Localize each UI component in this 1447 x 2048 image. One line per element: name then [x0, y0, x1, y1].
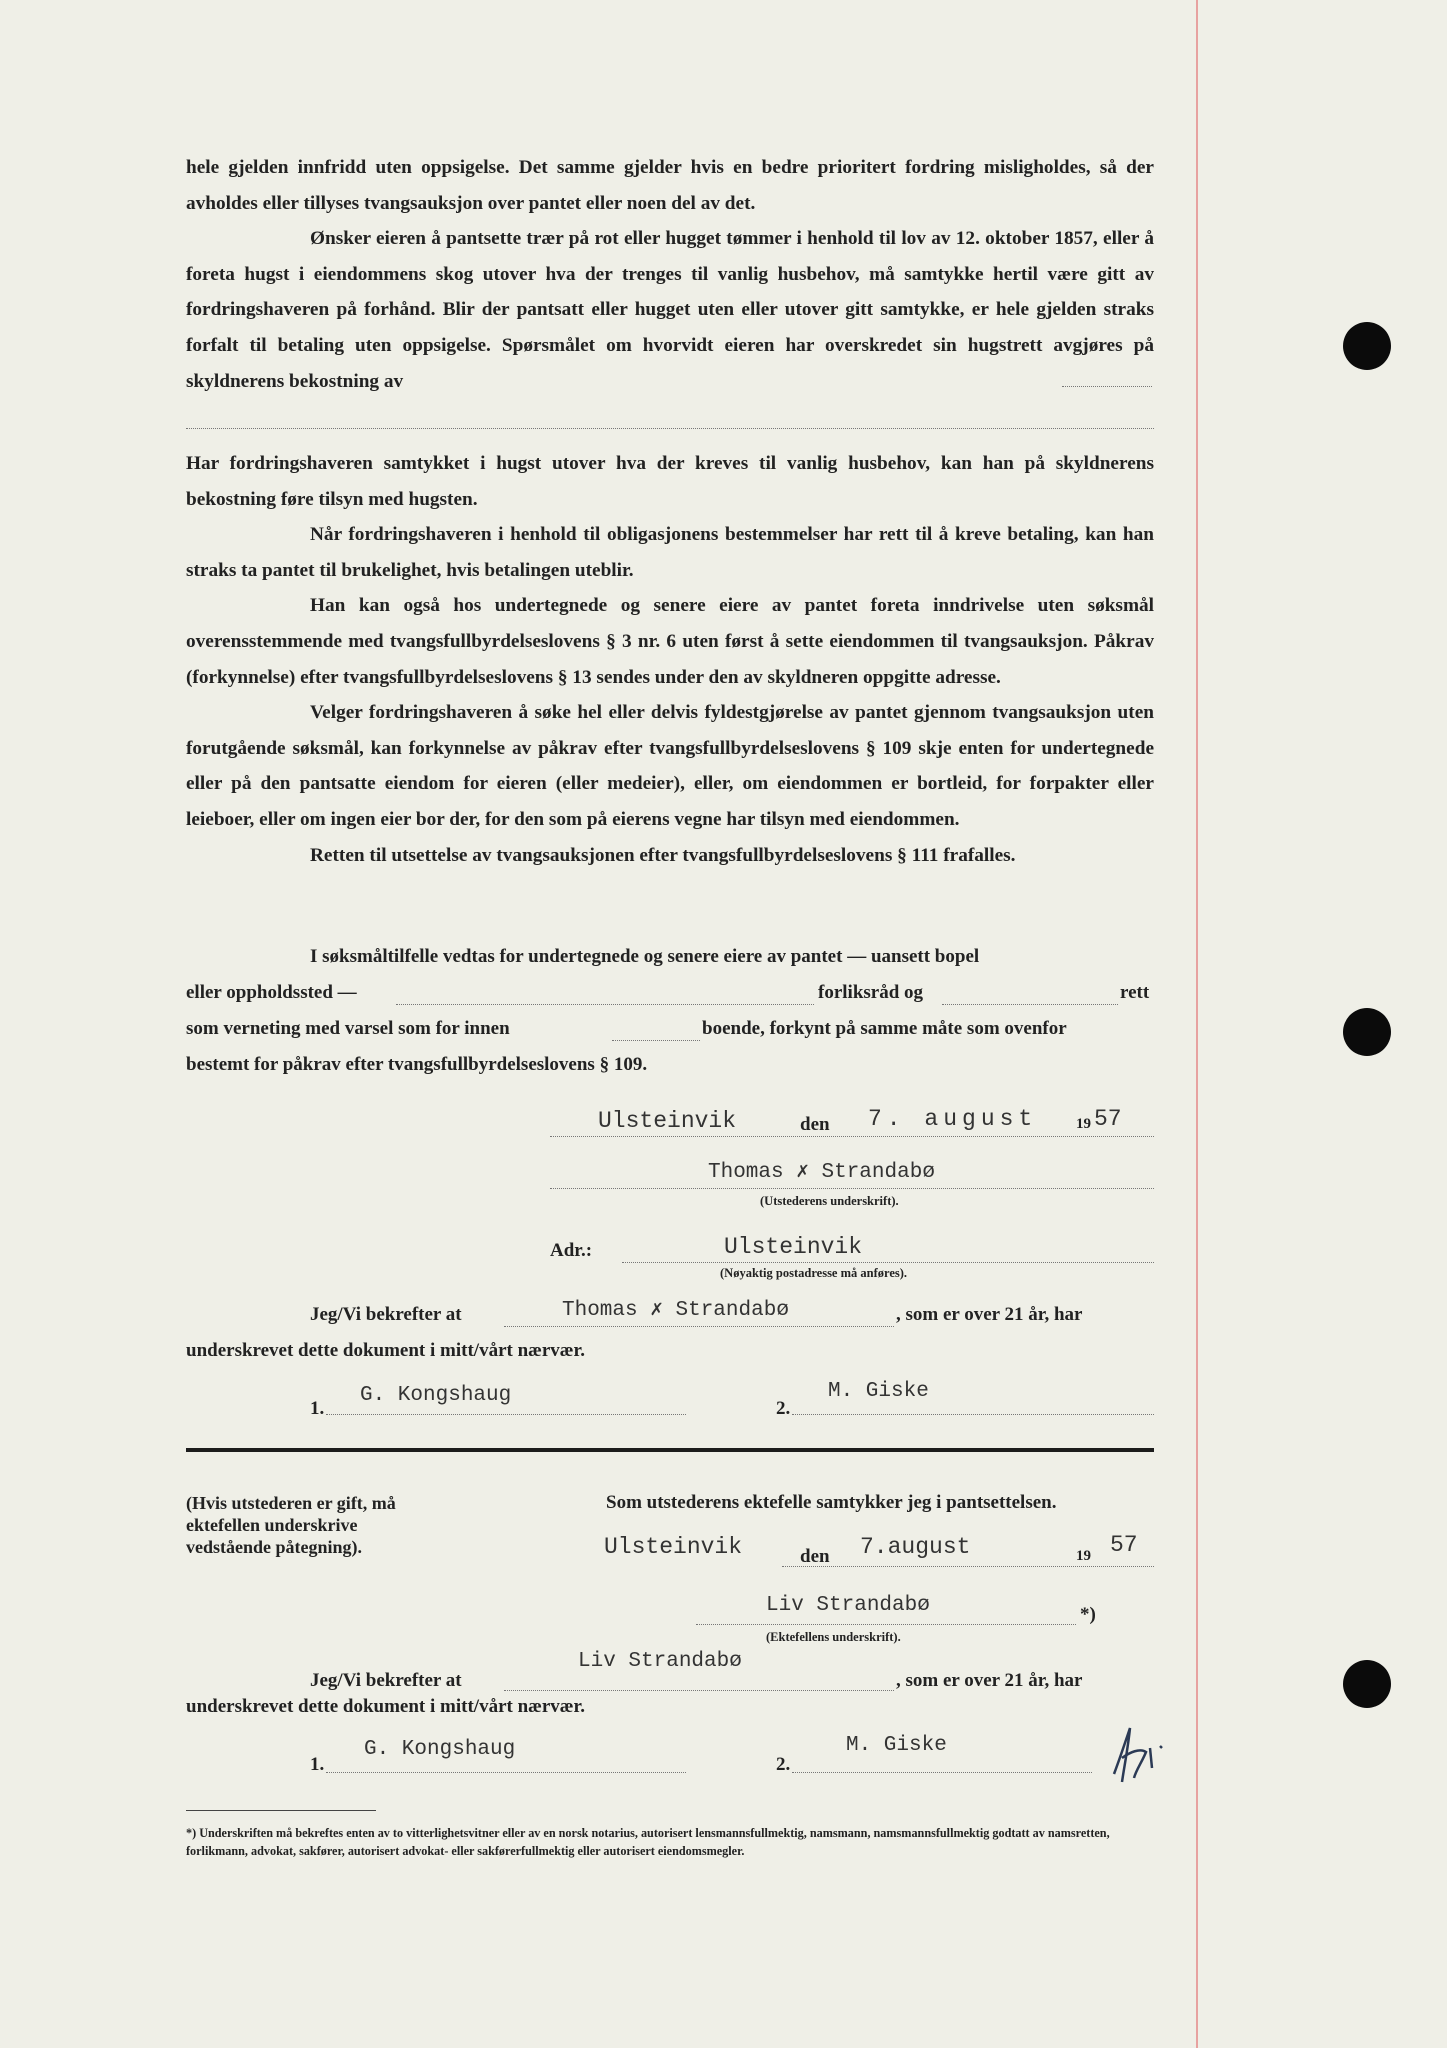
adr-label: Adr.: [550, 1240, 593, 1261]
venue-line-2c: rett [1120, 982, 1150, 1003]
paragraph: Ønsker eieren å pantsette trær på rot eller hugget tømmer i henhold til lov av 12. oktober 1857, eller å foreta hugst i eiendommens skog utover hva der trenges til vanlig husbehov, må samtykke hertil være gitt av fordringshaveren på forhånd. Blir der pantsatt eller hugget uten eller utover gitt samtykke, er hele gjelden straks forfalt til betaling uten oppsigelse. Spørsmålet om hvorvidt eieren har overskredet sin hugstrett avgjøres på skyldnerens bekostning av [186, 228, 1154, 392]
spouse-date: 7.august [860, 1534, 971, 1560]
year-prefix: 19 [1076, 1548, 1091, 1564]
fill-line [622, 1262, 1154, 1263]
margin-line [1196, 0, 1198, 2048]
confirm-text: underskrevet dette dokument i mitt/vårt nærvær. [186, 1340, 585, 1361]
body-text-mid [186, 446, 1154, 873]
spouse-consent: Som utstederens ektefelle samtykker jeg i pantsettelsen. [606, 1492, 1057, 1513]
fill-line [792, 1414, 1154, 1415]
confirm-name: Thomas ✗ Strandabø [562, 1299, 789, 1322]
fill-line [942, 1004, 1118, 1005]
punch-hole [1343, 322, 1391, 370]
witness-1: G. Kongshaug [360, 1384, 512, 1407]
spouse-confirm-name: Liv Strandabø [578, 1650, 742, 1673]
punch-hole [1343, 1660, 1391, 1708]
witness-2: M. Giske [846, 1734, 947, 1757]
confirm-text: Jeg/Vi bekrefter at [310, 1670, 462, 1691]
issuer-signature: Thomas ✗ Strandabø [708, 1161, 935, 1184]
fill-line [612, 1040, 700, 1041]
year-suffix: 57 [1110, 1532, 1138, 1558]
place: Ulsteinvik [598, 1108, 737, 1134]
paragraph: Når fordringshaveren i henhold til obligasjonens bestemmelser har rett til å kreve betaling, kan han straks ta pantet til brukelighet, hvis betalingen uteblir. [186, 524, 1154, 581]
date: 7. august [868, 1106, 1038, 1132]
witness-number: 2. [776, 1398, 791, 1419]
divider [186, 1448, 1154, 1452]
confirm-text: , som er over 21 år, har [896, 1304, 1083, 1325]
witness-2: M. Giske [828, 1380, 929, 1403]
fill-line [782, 1566, 1154, 1567]
punch-hole [1343, 1008, 1391, 1056]
venue-line-2a: eller oppholdssted — [186, 982, 357, 1003]
paragraph: Retten til utsettelse av tvangsauksjonen efter tvangsfullbyrdelseslovens § 111 frafalles. [310, 844, 1016, 866]
body-text-top [186, 150, 1154, 399]
paragraph: Har fordringshaveren samtykket i hugst utover hva der kreves til vanlig husbehov, kan han på skyldnerens bekostning føre tilsyn med hugsten. [186, 453, 1154, 510]
witness-number: 1. [310, 1398, 325, 1419]
fill-line [550, 1136, 1154, 1137]
year-prefix: 19 [1076, 1116, 1091, 1132]
venue-line-2b: forliksråd og [818, 982, 924, 1003]
handwritten-initials [1100, 1718, 1180, 1790]
venue-line-3a: som verneting med varsel som for innen [186, 1018, 510, 1039]
witness-number: 2. [776, 1754, 791, 1775]
fill-line [326, 1414, 686, 1415]
footnote-rule [186, 1810, 376, 1811]
confirm-text: Jeg/Vi bekrefter at [310, 1304, 462, 1325]
fill-line [186, 428, 1154, 429]
signature-ref: *) [1080, 1604, 1096, 1625]
den-label: den [800, 1546, 830, 1567]
den-label: den [800, 1114, 830, 1135]
witness-number: 1. [310, 1754, 325, 1775]
spouse-signature: Liv Strandabø [766, 1594, 930, 1617]
venue-line-3b: boende, forkynt på samme måte som ovenfor [702, 1018, 1067, 1039]
fill-line [792, 1772, 1092, 1773]
signature-caption: (Utstederens underskrift). [760, 1194, 899, 1208]
fill-line [1062, 386, 1152, 387]
confirm-text: , som er over 21 år, har [896, 1670, 1083, 1691]
fill-line [504, 1326, 894, 1327]
fill-line [550, 1188, 1154, 1189]
fill-line [326, 1772, 686, 1773]
signature-mark: ✗ [796, 1161, 809, 1184]
year-suffix: 57 [1094, 1106, 1122, 1132]
fill-line [504, 1690, 894, 1691]
footnote: *) Underskriften må bekreftes enten av to vitterlighetsvitner eller av en norsk notarius, autorisert lensmannsfullmektig, namsmann, namsmannsfullmektig godtatt av namsretten, forlikmann, advokat, sakfører, autorisert advokat- eller sakførerfullmektig eller autorisert eiendomsmegler. [186, 1826, 1110, 1858]
paragraph: Velger fordringshaveren å søke hel eller delvis fyldestgjørelse av pantet gjennom tvangsauksjon uten forutgående søksmål, kan forkynnelse av påkrav efter tvangsfullbyrdelseslovens § 109 skje enten for undertegnede eller på den pantsatte eiendom for eieren (eller medeier), eller, om eiendommen er bortleid, for forpakter eller leieboer, eller om ingen eier bor der, for den som på eierens vegne har tilsyn med eiendommen. [186, 702, 1154, 830]
fill-line [396, 1004, 814, 1005]
venue-line-1: I søksmåltilfelle vedtas for undertegnede og senere eiere av pantet — uansett bopel [310, 946, 980, 967]
paragraph: Han kan også hos undertegnede og senere eiere av pantet foreta inndrivelse uten søksmål overensstemmende med tvangsfullbyrdelseslovens § 3 nr. 6 uten først å sette eiendommen til tvangsauksjon. Påkrav (forkynnelse) efter tvangsfullbyrdelseslovens § 13 sendes under den av skyldneren oppgitte adresse. [186, 595, 1154, 688]
address-caption: (Nøyaktig postadresse må anføres). [720, 1266, 908, 1280]
confirm-text: underskrevet dette dokument i mitt/vårt nærvær. [186, 1696, 585, 1717]
address: Ulsteinvik [724, 1234, 863, 1260]
venue-line-4: bestemt for påkrav efter tvangsfullbyrdelseslovens § 109. [186, 1054, 648, 1075]
spouse-place: Ulsteinvik [604, 1534, 743, 1560]
fill-line [696, 1624, 1076, 1625]
paragraph: hele gjelden innfridd uten oppsigelse. Det samme gjelder hvis en bedre prioritert fordring misligholdes, så der avholdes eller tillyses tvangsauksjon over pantet eller noen del av det. [186, 157, 1154, 214]
spouse-note: (Hvis utstederen er gift, må ektefellen underskrive vedstående påtegning). [186, 1493, 396, 1557]
witness-1: G. Kongshaug [364, 1738, 516, 1761]
signature-caption: (Ektefellens underskrift). [766, 1630, 901, 1644]
